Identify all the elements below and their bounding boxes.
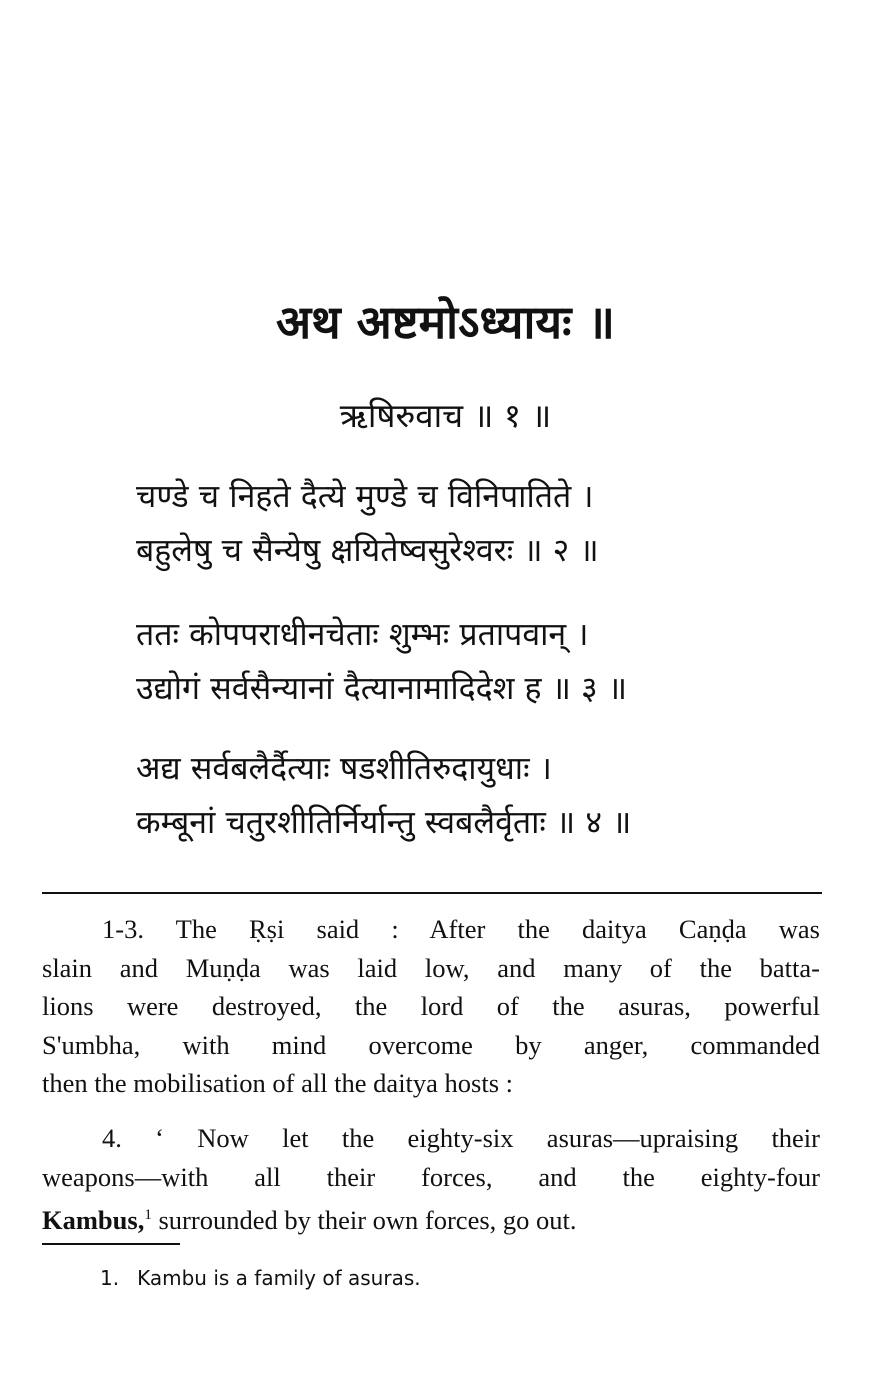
translation-line: 1-3. The Ṛṣi said : After the daitya Caṇḍa was <box>102 914 820 944</box>
translation-line: 4. ‘ Now let the eighty-six asuras—upraising their <box>102 1123 820 1153</box>
verse-4-line-1: अद्य सर्वबलैर्दैत्याः षडशीतिरुदायुधाः । <box>136 749 552 787</box>
translation-paragraph-2 <box>42 1119 820 1239</box>
verse-4-line-2: कम्बूनां चतुरशीतिर्निर्यान्तु स्वबलैर्वृताः ॥ ४ ॥ <box>136 803 632 841</box>
speaker-heading: ऋषिरुवाच ॥ १ ॥ <box>339 396 552 435</box>
translation-line-rest: surrounded by their own forces, go out. <box>158 1204 577 1235</box>
translation-line: slain and Muṇḍa was laid low, and many of the batta- <box>42 952 820 983</box>
footnote-text: Kambu is a family of asuras. <box>137 1266 421 1290</box>
translation-line-with-footnote <box>42 1196 820 1239</box>
footnote-number: 1. <box>100 1266 120 1290</box>
translation-line: lions were destroyed, the lord of the asuras, powerful <box>42 991 820 1021</box>
verse-3-line-2: उद्योगं सर्वसैन्यानां दैत्यानामादिदेश ह ॥ ३ ॥ <box>136 669 628 707</box>
verse-2-line-2: बहुलेषु च सैन्येषु क्षयितेष्वसुरेश्वरः ॥ २ ॥ <box>136 531 599 569</box>
chapter-title: अथ अष्टमोऽध्यायः ॥ <box>276 295 615 349</box>
translation-paragraph-1 <box>42 910 820 1103</box>
kambus-term: Kambus, <box>42 1204 145 1235</box>
verse-2-line-1: चण्डे च निहते दैत्ये मुण्डे च विनिपातिते । <box>136 477 594 515</box>
footnote-reference: 1 <box>144 1207 152 1223</box>
footnote <box>100 1266 421 1290</box>
translation-line: S'umbha, with mind overcome by anger, commanded <box>42 1029 820 1060</box>
translation-line: then the mobilisation of all the daitya hosts : <box>42 1068 514 1098</box>
translation-line: weapons—with all their forces, and the eighty-four <box>42 1161 820 1192</box>
footnote-divider <box>42 1243 180 1245</box>
verse-3-line-1: ततः कोपपराधीनचेताः शुम्भः प्रतापवान् । <box>136 615 589 653</box>
section-divider <box>42 892 822 894</box>
